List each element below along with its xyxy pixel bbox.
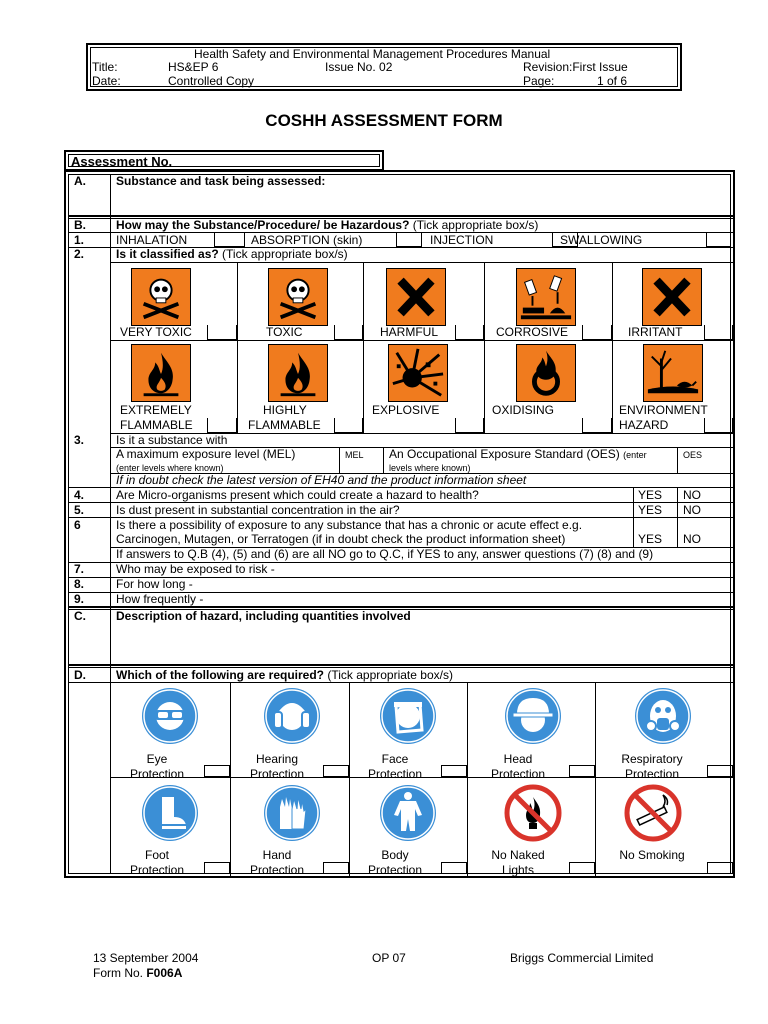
section-b-letter: B. bbox=[74, 218, 86, 232]
q6-line2: Carcinogen, Mutagen, or Terratogen (if in doubt check the product information sheet) bbox=[116, 532, 566, 546]
q2-number: 2. bbox=[74, 247, 85, 261]
mel-label: A maximum exposure level (MEL) bbox=[116, 447, 296, 461]
page-value: 1 of 6 bbox=[597, 74, 628, 88]
no-naked-lights-checkbox[interactable] bbox=[569, 862, 595, 874]
ppe-label-hearing: Hearing Protection bbox=[249, 752, 305, 781]
footer-op: OP 07 bbox=[372, 951, 406, 965]
ppe-label-respiratory: Respiratory Protection bbox=[621, 752, 683, 781]
highly-flammable-checkbox[interactable] bbox=[334, 418, 363, 433]
assessment-no-label: Assessment No. bbox=[71, 154, 173, 169]
q3-text: Is it a substance with bbox=[116, 433, 228, 447]
q7-text: Who may be exposed to risk - bbox=[116, 562, 275, 576]
form-title: COSHH ASSESSMENT FORM bbox=[265, 111, 503, 130]
eh40-note: If in doubt check the latest version of EH40 and the product information sheet bbox=[116, 473, 527, 487]
toxic-checkbox[interactable] bbox=[334, 325, 363, 340]
explosion-icon bbox=[388, 344, 448, 402]
hazard-label-hazard: HAZARD bbox=[619, 418, 669, 432]
ppe-label-face: Face Protection bbox=[367, 752, 423, 781]
footer-company: Briggs Commercial Limited bbox=[510, 951, 654, 965]
hazard-label-environment: ENVIRONMENT bbox=[619, 403, 708, 417]
hazard-label-very-toxic: VERY TOXIC bbox=[120, 325, 192, 339]
irritant-checkbox[interactable] bbox=[704, 325, 733, 340]
ppe-label-no-naked-lights: No Naked Lights bbox=[491, 848, 545, 877]
respiratory-protection-checkbox[interactable] bbox=[707, 765, 733, 777]
section-c-letter: C. bbox=[74, 609, 86, 623]
hazard-label-irritant: IRRITANT bbox=[628, 325, 683, 339]
skull-crossbones-icon bbox=[268, 268, 328, 326]
head-protection-checkbox[interactable] bbox=[569, 765, 595, 777]
q6-line1: Is there a possibility of exposure to any substance that has a chronic or acute effect e.g. bbox=[116, 518, 583, 532]
q6-instruction: If answers to Q.B (4), (5) and (6) are all NO go to Q.C, if YES to any, answer questions (7) (8) and (9) bbox=[116, 547, 654, 561]
q2-heading: Is it classified as? (Tick appropriate box/s) bbox=[116, 247, 348, 261]
q1-number: 1. bbox=[74, 233, 85, 247]
issue-number: Issue No. 02 bbox=[325, 60, 393, 74]
cross-x-icon bbox=[642, 268, 702, 326]
ppe-label-eye: Eye Protection bbox=[129, 752, 185, 781]
gloves-icon bbox=[262, 783, 322, 843]
flame-over-circle-icon bbox=[516, 344, 576, 402]
ppe-label-foot: Foot Protection bbox=[129, 848, 185, 877]
title-value: HS&EP 6 bbox=[168, 60, 219, 74]
extremely-flammable-checkbox[interactable] bbox=[207, 418, 237, 433]
mel-input-label: MEL bbox=[345, 450, 364, 460]
oes-note: levels where known) bbox=[389, 463, 471, 473]
q8-number: 8. bbox=[74, 577, 85, 591]
explosive-checkbox[interactable] bbox=[455, 418, 484, 433]
flame-icon bbox=[268, 344, 328, 402]
hazard-label-harmful: HARMFUL bbox=[380, 325, 439, 339]
very-toxic-checkbox[interactable] bbox=[207, 325, 237, 340]
corrosive-checkbox[interactable] bbox=[582, 325, 612, 340]
assessment-no-box[interactable] bbox=[64, 150, 384, 171]
hard-hat-icon bbox=[503, 686, 563, 746]
section-a-letter: A. bbox=[74, 174, 86, 188]
footer-date: 13 September 2004 bbox=[93, 951, 199, 965]
footer-form-number: Form No. F006A bbox=[93, 966, 183, 980]
q4-no[interactable]: NO bbox=[683, 488, 701, 502]
no-smoking-checkbox[interactable] bbox=[707, 862, 733, 874]
cross-x-icon bbox=[386, 268, 446, 326]
mel-note: (enter levels where known) bbox=[116, 463, 224, 473]
document-header bbox=[86, 43, 682, 91]
hazard-label-oxidising: OXIDISING bbox=[492, 403, 555, 417]
section-b-heading: How may the Substance/Procedure/ be Hazardous? (Tick appropriate box/s) bbox=[116, 218, 539, 232]
q5-text: Is dust present in substantial concentration in the air? bbox=[116, 503, 400, 517]
hazard-label-explosive: EXPLOSIVE bbox=[372, 403, 440, 417]
ppe-label-head: Head Protection bbox=[490, 752, 546, 781]
title-label: Title: bbox=[92, 60, 118, 74]
respirator-icon bbox=[633, 686, 693, 746]
section-c-heading: Description of hazard, including quantities involved bbox=[116, 609, 411, 623]
skull-crossbones-icon bbox=[131, 268, 191, 326]
environment-hazard-icon bbox=[643, 344, 703, 402]
route-inhalation: INHALATION bbox=[116, 233, 188, 247]
ppe-label-hand: Hand Protection bbox=[249, 848, 305, 877]
q8-text: For how long - bbox=[116, 577, 193, 591]
hazard-label-highly: HIGHLY bbox=[263, 403, 307, 417]
q6-number: 6 bbox=[74, 518, 81, 532]
q4-text: Are Micro-organisms present which could create a hazard to health? bbox=[116, 488, 479, 502]
route-injection: INJECTION bbox=[430, 233, 494, 247]
no-naked-flame-icon bbox=[503, 783, 563, 843]
safety-boot-icon bbox=[140, 783, 200, 843]
swallowing-checkbox[interactable] bbox=[706, 233, 731, 247]
oxidising-checkbox[interactable] bbox=[582, 418, 612, 433]
hazard-label-corrosive: CORROSIVE bbox=[496, 325, 569, 339]
inhalation-checkbox[interactable] bbox=[214, 233, 245, 247]
page-label: Page: bbox=[523, 74, 555, 88]
section-d-heading: Which of the following are required? (Tick appropriate box/s) bbox=[116, 668, 453, 682]
section-d-letter: D. bbox=[74, 668, 86, 682]
absorption-checkbox[interactable] bbox=[396, 233, 422, 247]
q6-no[interactable]: NO bbox=[683, 532, 701, 546]
q5-yes[interactable]: YES bbox=[638, 503, 663, 517]
q9-text: How frequently - bbox=[116, 592, 204, 606]
flame-icon bbox=[131, 344, 191, 402]
q5-no[interactable]: NO bbox=[683, 503, 701, 517]
date-label: Date: bbox=[92, 74, 121, 88]
oes-label: An Occupational Exposure Standard (OES) (enter bbox=[389, 447, 647, 461]
goggles-icon bbox=[140, 686, 200, 746]
q4-number: 4. bbox=[74, 488, 85, 502]
no-smoking-icon bbox=[623, 783, 683, 843]
revision: Revision:First Issue bbox=[523, 60, 628, 74]
route-swallowing: SWALLOWING bbox=[560, 233, 643, 247]
harmful-checkbox[interactable] bbox=[455, 325, 484, 340]
q3-number: 3. bbox=[74, 433, 85, 447]
q4-yes[interactable]: YES bbox=[638, 488, 663, 502]
q5-number: 5. bbox=[74, 503, 85, 517]
ppe-label-body: Body Protection bbox=[367, 848, 423, 877]
route-absorption: ABSORPTION (skin) bbox=[251, 233, 363, 247]
hazard-label-flammable-1: FLAMMABLE bbox=[120, 418, 193, 432]
ear-defenders-icon bbox=[262, 686, 322, 746]
manual-title: Health Safety and Environmental Management Procedures Manual bbox=[194, 47, 551, 61]
environment-hazard-checkbox[interactable] bbox=[704, 418, 733, 433]
ppe-label-no-smoking: No Smoking bbox=[619, 848, 685, 862]
section-a-heading: Substance and task being assessed: bbox=[116, 174, 326, 188]
overalls-icon bbox=[378, 783, 438, 843]
hazard-label-extremely: EXTREMELY bbox=[120, 403, 192, 417]
hazard-label-toxic: TOXIC bbox=[266, 325, 303, 339]
hazard-label-flammable-2: FLAMMABLE bbox=[248, 418, 321, 432]
q9-number: 9. bbox=[74, 592, 85, 606]
face-shield-icon bbox=[378, 686, 438, 746]
q7-number: 7. bbox=[74, 562, 85, 576]
corrosive-icon bbox=[516, 268, 576, 326]
date-value: Controlled Copy bbox=[168, 74, 255, 88]
oes-input-label: OES bbox=[683, 450, 703, 460]
assessment-form bbox=[64, 170, 735, 878]
q6-yes[interactable]: YES bbox=[638, 532, 663, 546]
